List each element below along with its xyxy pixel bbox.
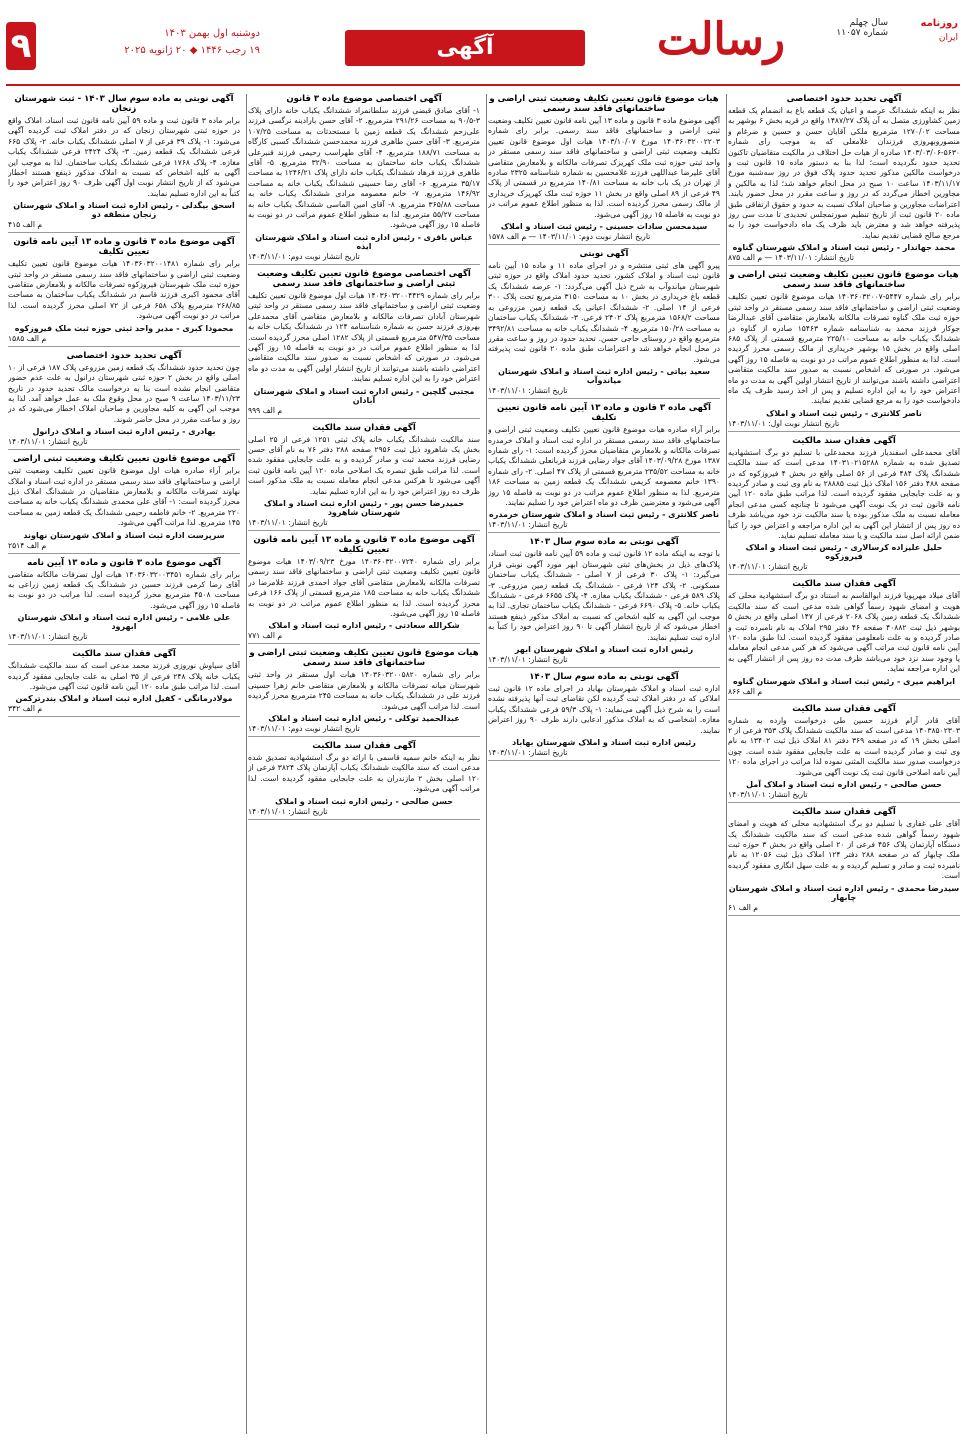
ad-block: [248, 535, 480, 644]
ad-body: نظر به اینکه ششدانگ عرصه و اعیان یک قطعه باغ به انضمام یک قطعه زمین کشاورزی متصل به آن پلاک ۱۴۸۷/۲۷ واقع در قریه بخش ۶ بوشهر به مساحت ۱۲۷۰/۰۲ مترمربع ملکی آقایان حسن و حسین و ضرغام و منصوروبهروزی فرزندان غلامعلی که به موجب رای شماره ۵۶۳۰-۱۴۰۳/۰۳/۰۶ صادره از هیات حل اختلاف در مالکیت متقاضیان تاکنون تحدید حدود نگردیده است؛ لذا بنا به دستور ماده ۱۵ قانون ثبت و درخواست مالکین مذکور تحدید حدود پلاک فوق در روز سه‌شنبه مورخ ۱۴۰۳/۱۱/۱۷ ساعت ۱۰ صبح در محل انجام خواهد شد؛ لذا به مالکین و مجاورین اخطار می‌گردد که در روز و ساعت مقرر در محل حضور یابند. اعتراضات مجاورین و صاحبان املاک نسبت به حدود و حقوق ارتفاقی طبق ماده ۲۰ قانون ثبت از تاریخ تنظیم صورتمجلس تحدیدی تا مدت سی روز پذیرفته خواهد شد و معترض باید ظرف یک ماه دادخواست خود را به مرجع صالح قضایی تقدیم نماید.: [728, 106, 960, 240]
ad-block: [248, 423, 480, 531]
ad-ref: م الف ۲۵۱۴: [8, 540, 47, 550]
ad-ref: تاریخ انتشار نوبت دوم: ۱۴۰۳/۱۱/۰۱: [248, 724, 360, 734]
ad-block: [728, 436, 960, 576]
ad-block: [488, 403, 720, 533]
section-title: آگهی: [345, 30, 585, 66]
ad-sign: حمیدرضا حسن پور - رئیس اداره ثبت اسناد و املاک شهرستان شاهرود: [263, 498, 465, 517]
column-divider: [726, 94, 727, 1434]
ad-body: آقای علی غفاری با تسلیم دو برگ استشهادیه محلی که هویت و امضای شهود رسماً گواهی شده مدعی است که سند مالکیت ششدانگ یک دستگاه آپارتمان پلاک ۴۵۶ فرعی از ۲۰ اصلی واقع در بخش ۳ حوزه ثبت ملک چابهار که در صفحه ۲۸۸ دفتر ۱۲۴ املاک ذیل ثبت ۱۲۰۵۶ به نام نامبرده ثبت و صادر و تسلیم گردیده و به علت سهل انگاری مفقود گردیده است.: [728, 819, 960, 881]
ad-sign: عباس باقری - رئیس اداره ثبت اسناد و املاک شهرستان ایذه: [255, 232, 473, 251]
ad-sign: ناصر کلانتری - رئیس ثبت اسناد و املاک: [766, 408, 922, 418]
date-info: [40, 28, 260, 68]
ad-sign: سیدرضا محمدی - رئیس اداره ثبت اسناد و املاک شهرستان چابهار: [728, 883, 960, 902]
ad-sign: حسن صالحی - رئیس اداره ثبت اسناد و املاک: [274, 796, 454, 806]
header-divider: [6, 84, 960, 86]
ad-body: برابر آراء صادره هیات اول موضوع قانون تعیین تکلیف وضعیت ثبتی اراضی و ساختمانهای فاقد سند رسمی مستقر در اداره ثبت اسناد و املاک نهاوند تصرفات مالکانه و بلامعارض متقاضیان در ششدانگ املاک ذیل محرز گردیده است: ۱- آقای علی محمدی ششدانگ یکباب خانه به مساحت ۲۲۰ مترمربع. ۲- خانم فاطمه رحیمی ششدانگ یک قطعه زمین به مساحت ۱۴۵ مترمربع. لذا مراتب آگهی می‌شود.: [8, 466, 240, 528]
ad-ref: تاریخ انتشار: ۱۴۰۳/۱۱/۰۱ — م الف ۸۷۵: [728, 253, 855, 263]
ad-body: برابر رای شماره ۱۴۰۳۶۰۳۲۰۰۴۴۲۹ هیات اول موضوع قانون تعیین تکلیف وضعیت ثبتی اراضی و ساختمانهای فاقد سند رسمی مستقر در واحد ثبتی شهرستان آبادان تصرفات مالکانه و بلامعارض متقاضی آقای محمدعلی بهروزی فرزند حسن به شماره شناسنامه ۱۲۴ در ششدانگ یکباب خانه به مساحت ۵۴۷/۳۵ مترمربع قسمتی از پلاک ۱۲۸۲ اصلی محرز گردیده است. لذا به منظور اطلاع عموم مراتب در دو نوبت به فاصله ۱۵ روز آگهی می‌شود. در صورتی که اشخاص نسبت به صدور سند مالکیت متقاضی اعتراضی داشته باشند می‌توانند از تاریخ انتشار اولین آگهی به مدت دو ماه اعتراض خود را به این اداره تسلیم نمایند.: [248, 290, 480, 384]
ad-body: آگهی موضوع ماده ۳ قانون و ماده ۱۳ آیین نامه قانون تعیین تکلیف وضعیت ثبتی اراضی و ساختمانهای فاقد سند رسمی. برابر رای شماره ۱۴۰۳۶۰۳۲۰۰۲۲۰۳ مورخ ۱۴۰۳/۱۰/۰۷ هیات اول موضوع قانون تعیین تکلیف وضعیت ثبتی اراضی و ساختمانهای فاقد سند رسمی مستقر در واحد ثبتی حوزه ثبت ملک کهریزک تصرفات مالکانه و بلامعارض متقاضی آقای علیرضا عبداللهی فرزند غلامحسین به شماره شناسنامه ۲۳۲۵ صادره از تهران در یک باب خانه به مساحت ۱۴۰/۸۱ مترمربع در قسمتی از پلاک ۴۹ فرعی از ۸۹ اصلی واقع در بخش ۱۱ حوزه ثبت ملک کهریزک خریداری از مالک رسمی محرز گردیده است. لذا به منظور اطلاع عموم مراتب در دو نوبت به فاصله ۱۵ روز آگهی می‌شود.: [488, 116, 720, 219]
ad-ref: تاریخ انتشار: ۱۴۰۳/۱۱/۰۱: [488, 748, 568, 758]
ad-ref: تاریخ انتشار: ۱۴۰۳/۱۱/۰۱: [248, 806, 328, 816]
page-number: ۹: [6, 22, 36, 70]
ad-title: آگهی اختصاصی موضوع ماده ۳ قانون: [286, 94, 442, 104]
ad-title: آگهی موضوع ماده ۳ قانون و ماده ۱۳ آیین نامه قانون تعیین تکلیف: [13, 237, 235, 258]
ad-ref: تاریخ انتشار: ۱۴۰۳/۱۱/۰۱: [8, 437, 88, 447]
ad-body: نظر به اینکه خانم سمیه قاسمی با ارائه دو برگ استشهادیه تصدیق شده مدعی است که سند مالکیت ششدانگ یکباب آپارتمان پلاک ۳۸۲۴ فرعی از ۱۲۰ اصلی بخش ۲ مازندران به علت جابجایی مفقود گردیده است. لذا مراتب آگهی می‌شود.: [248, 753, 480, 794]
ad-block: [8, 558, 240, 646]
ad-title: آگهی موضوع ماده ۳ قانون و ماده ۱۳ آیین نامه قانون تعیین تکلیف: [253, 534, 475, 555]
ad-sign: ابراهیم میری - رئیس ثبت اسناد و املاک شهرستان گناوه: [732, 676, 955, 686]
ad-body: ۱- آقای صادق قبضی فرزند سلطانمراد ششدانگ یکباب خانه دارای پلاک ۳-۹۰/۵ به مساحت ۲۹۱/۲۶ مترمربع. ۲- آقای حسن بارادینه نرگسی فرزند علی‌رحم ششدانگ یک قطعه زمین با مستحدثات به مساحت ۱۰۷/۲۵ مترمربع. ۳- آقای حسن طاهری فرزند محمدحسن ششدانگ کسبی کارگاه به مساحت ۱۸۸/۷۱ مترمربع. ۴- آقای طهراسب رحیمی فرزند قنبرعلی ششدانگ یکباب خانه ساختمان به مساحت ۳۲/۹۰ مترمربع. ۵- آقای طاهری فرزند فرهاد ششدانگ یکباب خانه دارای پلاک ۱۲۴۶/۲۱ به مساحت ۳۵/۱۷ مترمربع. ۶- آقای رضا حسینی ششدانگ یکباب خانه به مساحت ۱۴۶/۹۲ مترمربع. ۷- خانم معصومه مرادی ششدانگ یکباب خانه به مساحت ۳۶۵/۸۸ مترمربع. ۸- آقای امین الماسی ششدانگ یکباب خانه به مساحت ۵۵/۲۷ مترمربع. لذا به منظور اطلاع عموم مراتب در دو نوبت به فاصله ۱۵ روز آگهی می‌شود.: [248, 106, 480, 230]
ad-title: آگهی نوبتی به ماده سوم سال ۱۴۰۳ - ثبت شهرستان زنجان: [14, 94, 234, 114]
ad-body: برابر رای شماره ۱۴۰۳۶۰۳۲۰۰۵۸۲۰ هیات اول مستقر در واحد ثبتی شهرستان میانه تصرفات مالکانه و بلامعارض متقاضی خانم زهرا حسینی فرزند علی در ششدانگ یکباب خانه به مساحت ۲۴۵ مترمربع محرز گردیده است. لذا مراتب آگهی می‌شود.: [248, 670, 480, 711]
ad-title: آگهی نوبتی به ماده سوم سال ۱۴۰۳: [529, 672, 679, 683]
ad-ref: م الف ۹۹۹: [248, 405, 283, 415]
ad-ref: م الف ۴۱۵: [8, 220, 43, 230]
ad-body: برابر آراء صادره هیات موضوع قانون تعیین تکلیف وضعیت ثبتی اراضی و ساختمانهای فاقد سند رسمی مستقر در اداره ثبت اسناد و املاک خرمدره تصرفات مالکانه و بلامعارض متقاضیان محرز گردیده است: ۱- رای شماره ۱۳۸۷ مورخ ۱۴۰۳/۰۹/۲۸ آقای جواد رضایی فرزند قربانعلی ششدانگ یکباب خانه به مساحت ۲۳۵/۵۲ مترمربع قسمتی از پلاک ۴۷ اصلی. ۲- رای شماره ۱۳۹۰ خانم معصومه کریمی ششدانگ یک قطعه زمین به مساحت ۱۸۶ مترمربع. لذا به منظور اطلاع عموم مراتب در دو نوبت به فاصله ۱۵ روز آگهی می‌شود و معترضین ظرف دو ماه اعتراض خود را تسلیم نمایند.: [488, 425, 720, 507]
brand-line1: روزنامه: [920, 18, 958, 29]
ad-sign: سیدمحسن سادات حسینی - رئیس ثبت اسناد و املاک: [500, 222, 708, 232]
ad-title: آگهی فقدان سند مالکیت: [792, 807, 896, 818]
ad-block: [8, 454, 240, 553]
ad-ref: تاریخ انتشار نوبت دوم: ۱۴۰۳/۱۱/۰۱ — م الف ۱۵۷۸: [488, 232, 651, 242]
newspaper-logo: رسالت: [656, 14, 786, 65]
ad-block: [8, 351, 240, 450]
ad-sign: رئیس اداره ثبت اسناد و املاک شهرستان ابهر: [514, 645, 694, 655]
column-divider: [246, 94, 247, 1434]
ad-ref: تاریخ انتشار نوبت دوم: ۱۴۰۳/۱۱/۰۱: [248, 251, 360, 261]
ad-sign: عبدالحمید توکلی - رئیس اداره ثبت اسناد و املاک: [268, 714, 460, 724]
ad-ref: م الف ۷۷۱: [248, 631, 283, 641]
ad-block: [248, 269, 480, 419]
ad-block: [728, 270, 960, 431]
ad-title: آگهی فقدان سند مالکیت: [792, 703, 896, 714]
ad-sign: بهادری - رئیس اداره ثبت اسناد و املاک درانول: [32, 427, 216, 437]
ad-sign: حسن صالحی - رئیس اداره ثبت اسناد و املاک آمل: [746, 780, 942, 790]
column-divider: [486, 94, 487, 1434]
ad-title: هیات موضوع قانون تعیین تکلیف وضعیت ثبتی اراضی و ساختمانهای فاقد سند رسمی: [489, 94, 719, 114]
ad-title: آگهی موضوع ماده ۳ قانون و ماده ۱۳ آیین نامه: [27, 557, 221, 568]
ad-ref: تاریخ انتشار: ۱۴۰۳/۱۱/۰۱: [488, 386, 568, 396]
issue-label: شماره ۱۱۰۵۷: [836, 28, 888, 38]
ad-title: آگهی موضوع قانون تعیین تکلیف وضعیت ثبتی اراضی: [12, 454, 236, 465]
ad-ref: م الف ۶۱: [728, 902, 758, 912]
ad-title: آگهی فقدان سند مالکیت: [312, 422, 416, 433]
ad-ref: تاریخ انتشار: ۱۴۰۳/۱۱/۰۱: [8, 632, 88, 642]
ad-sign: شکرالله سعادتی - رئیس اداره ثبت اسناد و املاک: [268, 621, 460, 631]
ad-block: [248, 94, 480, 265]
ad-sign: رئیس اداره ثبت اسناد و املاک شهرستان بهاباد: [512, 738, 696, 748]
brand-line2: ایران: [938, 33, 958, 43]
ad-block: [728, 704, 960, 803]
issue-info: [808, 18, 888, 60]
ad-ref: م الف ۳۴۲: [8, 704, 43, 714]
ad-title: آگهی فقدان سند مالکیت: [312, 741, 416, 752]
ad-ref: تاریخ انتشار: ۱۴۰۳/۱۱/۰۱: [728, 790, 808, 800]
ad-sign: سرپرست اداره ثبت اسناد و املاک شهرستان نهاوند: [23, 530, 225, 540]
ad-ref: م الف ۱۵۸۵: [8, 333, 47, 343]
ad-body: آقای محمدعلی اسفندیار فرزند محمدعلی با تسلیم دو برگ استشهادیه تصدیق شده به شماره ۱۴۰۳۱۰۲۱۵۲۸۸ مدعی است که سند مالکیت ششدانگ پلاک ۴۸۴ فرعی از ۵۶ اصلی واقع در بخش ۴ فیروزکوه که در صفحه ۴۸۸ دفتر ۱۵۶ املاک ذیل ثبت ۲۸۸۸۵ به نام وی ثبت و صادر گردیده و به علت جابجایی مفقود گردیده است. لذا مراتب طبق ماده ۱۲۰ آیین نامه قانون ثبت در یک نوبت آگهی می‌شود تا چنانچه کسی مدعی انجام معامله نسبت به ملک مذکور بوده یا سند مالکیت نزد خود می‌باشد ظرف ده روز پس از انتشار این آگهی به این اداره مراجعه و اعتراض خود را کتباً ضمن ارائه اصل سند مالکیت و یا سند معامله تسلیم نماید.: [728, 447, 960, 540]
ad-title: هیات موضوع قانون تعیین تکلیف وضعیت ثبتی اراضی و ساختمانهای فاقد سند رسمی: [729, 270, 959, 291]
ad-block: [248, 741, 480, 820]
ad-block: [728, 94, 960, 266]
ad-body: آقای میلاد مهرپویا فرزند ابوالقاسم به استناد دو برگ استشهادیه محلی که هویت و امضای شهود رسماً گواهی شده مدعی است که سند مالکیت ششدانگ یک قطعه زمین پلاک ۲۰۶۸ فرعی از ۱۴۷ اصلی واقع در بخش ۵ بوشهر ذیل ثبت ۴۰۸۸۲ صفحه ۴۶ دفتر ۲۹۵ املاک به نام نامبرده ثبت و صادر گردیده و به علت نامعلومی مفقود گردیده است. لذا طبق ماده ۱۲۰ آیین نامه قانون ثبت مراتب آگهی می‌شود که هر کس مدعی انجام معامله یا وجود سند نزد خود می‌باشد ظرف مدت ده روز پس از انتشار آگهی به این اداره مراجعه نماید.: [728, 591, 960, 674]
ad-title: هیات موضوع قانون تعیین تکلیف وضعیت ثبتی اراضی و ساختمانهای فاقد سند رسمی: [249, 648, 479, 669]
ad-ref: تاریخ انتشار: ۱۴۰۳/۱۱/۰۱: [728, 562, 808, 572]
ad-body: پیرو آگهی های ثبتی منتشره و در اجرای ماده ۱۱ و ماده ۱۵ آیین نامه قانون ثبت اسناد و املاک کشور، تحدید حدود املاک واقع در حوزه ثبتی شهرستان میاندوآب به شرح ذیل آگهی می‌گردد: ۱- عرصه ششدانگ یک قطعه باغ خریداری در بخش ۱۰ به مساحت ۳۱۵۰ مترمربع تحت پلاک ۳۰۰ فرعی از ۱۴ اصلی. ۲- ششدانگ اعیانی یک قطعه زمین مزروعی به مساحت ۱۵۶۸/۲ مترمربع پلاک ۲۴۰۲ فرعی. ۳- ششدانگ یکباب ساختمان به مساحت ۱۵۰/۲۸ مترمربع. ۴- ششدانگ یکباب خانه به مساحت ۳۴۹۲/۸۱ مترمربع واقع در روستای حاجی حسن. تحدید حدود در روز و ساعت مقرر در محل انجام خواهد شد و اعتراضات طبق ماده ۲۰ قانون ثبت پذیرفته می‌شود.: [488, 261, 720, 364]
ad-body: برابر رای شماره ۵۴۴۷-۱۴۰۳۶۰۳۲۰۰۷ هیات موضوع قانون تعیین تکلیف وضعیت ثبتی اراضی و ساختمانهای فاقد سند رسمی مستقر در واحد ثبتی حوزه ثبت ملک گناوه تصرفات مالکانه بلامعارض متقاضی آقای عبدالرضا جوکار فرزند محمد به شناسنامه شماره ۱۵۴۶۳ صادره از گناوه در ششدانگ یکباب خانه به مساحت ۲۲۵/۱۰ مترمربع قسمتی از پلاک ۶۸۵ اصلی واقع در بخش ۱۵ بوشهر خریداری از مالک رسمی محرز گردیده است. لذا به منظور اطلاع عموم مراتب در دو نوبت به فاصله ۱۵ روز آگهی می‌شود. در صورتی که اشخاص نسبت به صدور سند مالکیت متقاضی اعتراضی داشته باشند می‌توانند از تاریخ انتشار اولین آگهی به مدت دو ماه اعتراض خود را به این اداره تسلیم و پس از اخذ رسید ظرف یک ماه دادخواست خود را به مرجع قضایی تقدیم نمایند.: [728, 292, 960, 406]
ad-sign: حلیل علیزاده کرسالاری - رئیس ثبت اسناد و املاک فیروزکوه: [745, 543, 943, 562]
ad-ref: تاریخ انتشار: ۱۴۰۳/۱۱/۰۱: [248, 517, 328, 527]
ad-title: آگهی تحدید حدود اختصاصی: [66, 350, 182, 361]
ad-sign: سعید بیاتی - رئیس اداره ثبت اسناد و املاک شهرستان میاندوآب: [498, 367, 710, 386]
ad-body: سند مالکیت ششدانگ یکباب خانه پلاک ثبتی ۱۲۵۱ فرعی از ۲۵ اصلی بخش یک شاهرود ذیل ثبت ۲۹۵۶ صفحه ۲۸۸ دفتر ۷۶ به نام آقای حسن رضایی فرزند محمد ثبت و صادر گردیده و به علت جابجایی مفقود شده است. لذا مراتب طبق تبصره یک اصلاحی ماده ۱۲۰ آیین نامه قانون ثبت آگهی می‌شود تا هرکس مدعی انجام معامله نسبت به ملک مذکور است ظرف ده روز اعتراض خود را به این اداره تسلیم نماید.: [248, 434, 480, 496]
ad-sign: محمد جهاندار - رئیس ثبت اسناد و املاک شهرستان گناوه: [732, 243, 956, 253]
ad-body: با توجه به اینکه ماده ۱۲ قانون ثبت و ماده ۵۹ آیین نامه قانون ثبت اسناد، پلاک‌های ذیل در بخش‌های ثبتی شهرستان ابهر مورد آگهی نوبتی قرار می‌گیرد: ۱- پلاک ۳۰ فرعی از ۷ اصلی - ششدانگ یکباب ساختمان مسکونی. ۲- پلاک ۱۲۴ فرعی - ششدانگ یک قطعه زمین مزروعی. ۳- پلاک ۵۸۹ فرعی - ششدانگ یکباب مغازه. ۴- پلاک ۶۶۵۵ فرعی - ششدانگ یکباب خانه. ۵- پلاک ۶۶۹۰ فرعی - ششدانگ یکباب ساختمان تجاری. لذا به موجب این آگهی به کلیه اشخاص که نسبت به املاک مذکور ذینفع هستند اخطار می‌شود که از تاریخ انتشار آگهی تا ۹۰ روز اعتراض خود را کتباً به اداره ثبت تسلیم نمایند.: [488, 549, 720, 642]
ad-title: آگهی نوبتی به ماده سوم سال ۱۴۰۳: [529, 537, 679, 548]
ad-sign: اسحق بیگدلی - رئیس اداره ثبت اسناد و املاک شهرستان زنجان منطقه دو: [13, 201, 235, 220]
ad-title: آگهی اختصاصی موضوع قانون تعیین تکلیف وضعیت ثبتی اراضی و ساختمانهای فاقد سند رسمی: [257, 268, 471, 289]
ad-block: [488, 94, 720, 245]
column-2: [488, 92, 720, 1436]
ad-title: آگهی فقدان سند مالکیت: [792, 435, 896, 446]
ad-title: آگهی ماده ۳ قانون و ماده ۱۳ آیین نامه قانون تعیین تکلیف: [497, 403, 711, 424]
column-1: [728, 92, 960, 1436]
ad-title: آگهی فقدان سند مالکیت: [792, 579, 896, 590]
ad-body: برابر رای شماره ۱۴۰۳۶۰۳۲۰۰۷۲۴۰ مورخ ۱۴۰۳/۰۹/۲۳ هیات موضوع قانون تعیین تکلیف وضعیت ثبتی اراضی و ساختمانهای فاقد سند رسمی تصرفات مالکانه بلامعارض متقاضی آقای جواد احمدی فرزند غلامرضا در ششدانگ یکباب خانه به مساحت ۱۸۵ مترمربع قسمتی از پلاک ۱۶۶ فرعی محرز گردیده است. لذا به منظور اطلاع عموم مراتب در دو نوبت به فاصله ۱۵ روز آگهی می‌شود.: [248, 556, 480, 618]
date-line-1: دوشنبه اول بهمن ۱۴۰۳: [164, 28, 260, 39]
ad-block: [8, 94, 240, 233]
ad-body: آقای قادر آرام فرزند حسین طی درخواست وارده به شماره ۱۴۰۳۸۵۰۲۳۰۳ مدعی است که سند مالکیت ششدانگ پلاک ۳۵۳ فرعی از ۲ اصلی بخش ۱۹ که در صفحه ۳۶۹ دفتر ۸۱ املاک ذیل ثبت ۱۳۴۰۲ به نام وی ثبت و صادر گردیده است به علت جابجایی مفقود شده است. چون درخواست صدور سند مالکیت المثنی نموده لذا مراتب در اجرای ماده ۱۲۰ آیین نامه اصلاحی قانون ثبت یک نوبت آگهی می‌شود.: [728, 715, 960, 777]
ad-block: [488, 672, 720, 761]
ad-block: [488, 249, 720, 399]
ad-block: [8, 237, 240, 346]
ad-ref: م الف ۸۶۶: [728, 686, 763, 696]
ad-title: آگهی نوبتی: [579, 249, 629, 260]
ad-sign: مولادرمانگی - کفیل اداره ثبت اسناد و املاک بندرترکمن: [15, 694, 233, 704]
year-label: سال چهلم: [849, 18, 888, 28]
ad-sign: مجتبی گلچین - رئیس اداره ثبت اسناد و املاک شهرستان آبادان: [253, 386, 475, 405]
date-line-2: ۱۹ رجب ۱۴۴۶ ◆ ۲۰ ژانویه ۲۰۲۵: [124, 45, 260, 56]
ad-body: برابر رای شماره ۱۴۰۳۶۰۳۲۰۰۳۴۵۱ هیات اول تصرفات مالکانه متقاضی آقای رضا کرمی فرزند حسین در ششدانگ یک قطعه زمین زراعی به مساحت ۴۵۰۸ مترمربع محرز گردیده است. لذا مراتب در دو نوبت به فاصله ۱۵ روز آگهی می‌شود.: [8, 569, 240, 610]
ad-block: [248, 648, 480, 737]
ad-block: [728, 807, 960, 915]
ad-title: آگهی فقدان سند مالکیت: [72, 649, 176, 660]
ad-ref: تاریخ انتشار نوبت اول: ۱۴۰۳/۱۱/۰۱: [728, 418, 840, 428]
ad-block: [728, 579, 960, 699]
ad-ref: تاریخ انتشار: ۱۴۰۳/۱۱/۰۱: [488, 520, 568, 530]
ad-sign: ناصر کلانتری - رئیس ثبت اسناد و املاک شهرستان خرمدره: [489, 510, 719, 520]
ad-title: آگهی تحدید حدود اختصاصی: [786, 94, 902, 104]
ad-body: برابر رای شماره ۱۴۰۳۶۰۳۲۰۰۱۴۸۱ هیات موضوع قانون تعیین تکلیف وضعیت ثبتی اراضی و ساختمانهای فاقد سند رسمی مستقر در واحد ثبتی حوزه ثبت ملک شهرستان فیروزکوه تصرفات مالکانه و بلامعارض متقاضی آقای محمود اکبری فرزند قاسم در ششدانگ یکباب ساختمان به مساحت ۲۶۸/۸۵ مترمربع پلاک ۶۵۸ فرعی از ۷۲ اصلی محرز گردیده است. لذا مراتب در دو نوبت آگهی می‌شود.: [8, 259, 240, 321]
ad-body: برابر ماده ۳ قانون ثبت و ماده ۵۹ آیین نامه قانون ثبت اسناد، املاک واقع در حوزه ثبتی شهرستان زنجان که در دفتر املاک ثبت گردیده آگهی می‌شود: ۱- پلاک ۳۹ فرعی از ۷ اصلی ششدانگ یکباب خانه. ۲- پلاک ۶۶۵ فرعی ششدانگ یک قطعه زمین. ۳- پلاک ۲۴۲۴ فرعی ششدانگ یکباب مغازه. ۴- پلاک ۱۷۶۸ فرعی ششدانگ یکباب ساختمان. لذا به موجب این آگهی به کلیه اشخاص که نسبت به املاک مذکور ذینفع هستند اخطار می‌شود که از تاریخ انتشار نوبت اول آگهی ظرف ۹۰ روز اعتراض خود را کتباً به این اداره تسلیم نمایند.: [8, 116, 240, 198]
ad-sign: محمودا کبری - مدیر واحد ثبتی حوزه ثبت ملک فیروزکوه: [14, 323, 234, 333]
ad-block: [8, 649, 240, 717]
brand-mark: [894, 18, 958, 60]
ad-block: [488, 537, 720, 668]
column-4: [8, 92, 240, 1436]
ad-body: چون تحدید حدود ششدانگ یک قطعه زمین مزروعی پلاک ۱۸۷ فرعی از ۱۰ اصلی واقع در بخش ۲ حوزه ثبتی شهرستان درانول به علت عدم حضور متقاضی انجام نشده است بنا به درخواست مالک تحدید حدود در تاریخ ۱۴۰۳/۱۱/۲۳ ساعت ۹ صبح در محل وقوع ملک به عمل خواهد آمد. لذا به موجب این آگهی به کلیه مجاورین و صاحبان املاک اخطار می‌شود که در روز و ساعت مقرر در محل حاضر شوند.: [8, 362, 240, 424]
ad-body: اداره ثبت اسناد و املاک شهرستان بهاباد در اجرای ماده ۱۲ قانون ثبت املاکی که در دفتر املاک ثبت گردیده لکن تقاضای ثبت آنها پذیرفته نشده است را به شرح ذیل آگهی می‌نماید: ۱- پلاک ۵۹/۳ فرعی ششدانگ یکباب مغازه. اشخاصی که به املاک مذکور ادعایی دارند ظرف ۹۰ روز اعتراض نمایند.: [488, 684, 720, 735]
ad-body: آقای سیاوش نوروزی فرزند محمد مدعی است که سند مالکیت ششدانگ یکباب خانه پلاک ۲۴۸ فرعی از ۳۵ اصلی به علت جابجایی مفقود گردیده است. لذا مراتب طبق ماده ۱۲۰ آیین نامه قانون ثبت آگهی می‌شود.: [8, 661, 240, 691]
page-header: [0, 0, 966, 88]
ad-sign: علی غلامی - رئیس اداره ثبت اسناد و املاک شهرستان ابهرود: [17, 613, 231, 632]
column-3: [248, 92, 480, 1436]
ad-ref: تاریخ انتشار: ۱۴۰۳/۱۱/۰۱: [488, 655, 568, 665]
